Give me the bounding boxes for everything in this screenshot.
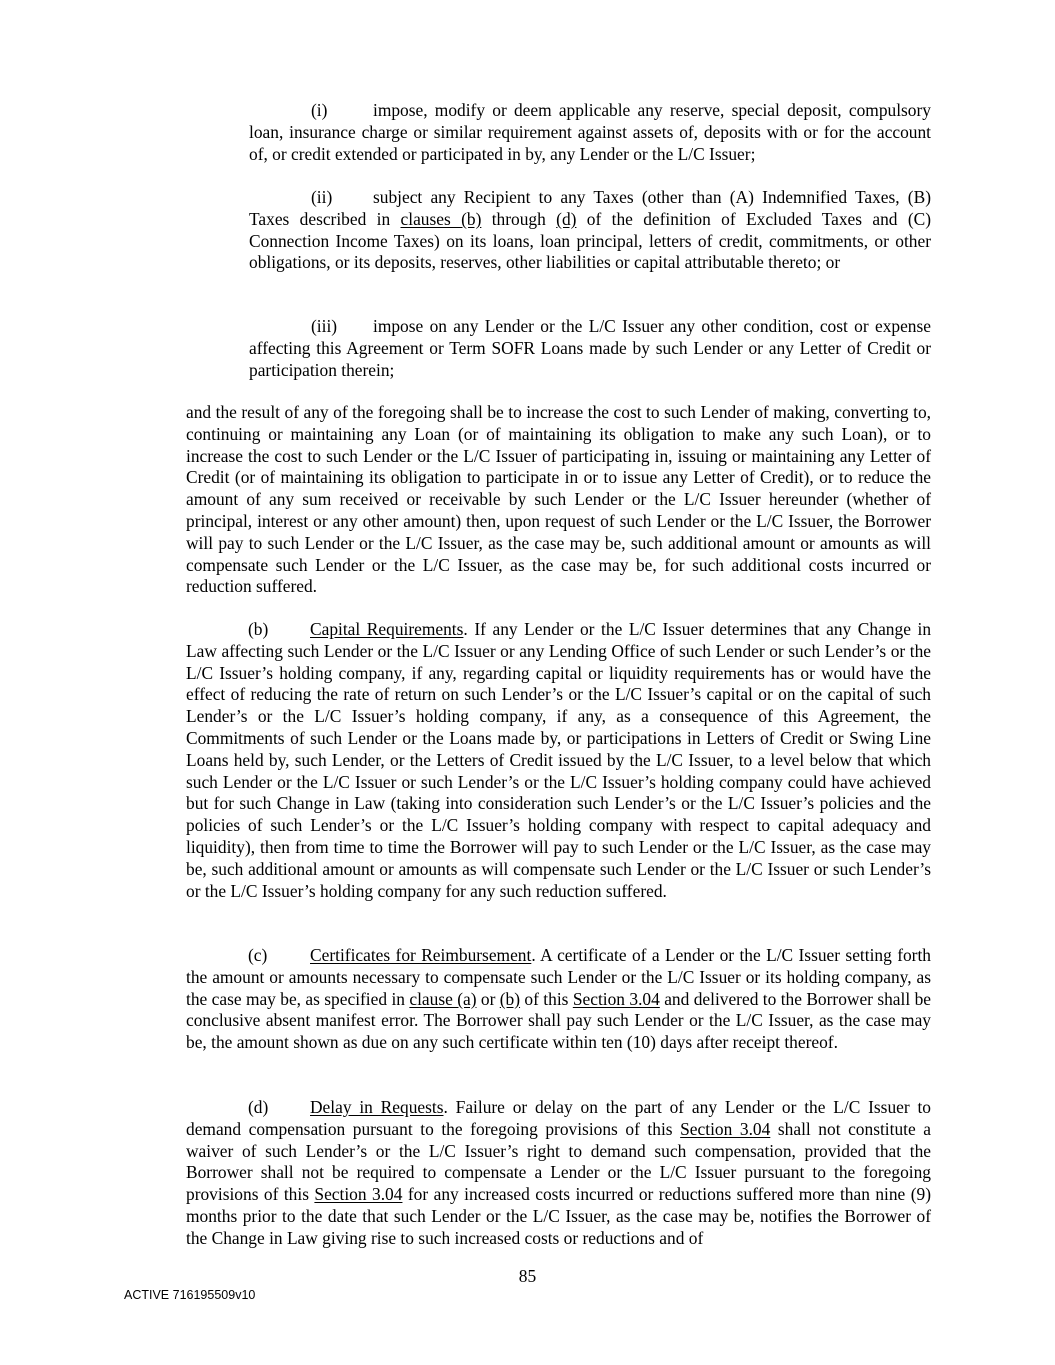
clause-text: of the definition of Excluded Taxes and (C) Connection Income Taxes) on its loans, loan principal, letters of credit, commitments, or other obligations, or its deposits, reserves, other liabilities or capital attributable thereto; or: [249, 208, 931, 273]
paragraph-text: or: [476, 988, 500, 1009]
clause-marker: (i): [311, 100, 328, 120]
clause-marker: (ii): [311, 187, 333, 207]
section-marker: (c): [248, 945, 268, 965]
clause-text: impose, modify or deem applicable any reserve, special deposit, compulsory loan, insurance charge or similar requirement against assets of, deposits with or for the account of, or credit extended or participated in by, any Lender or the L/C Issuer;: [249, 100, 931, 164]
cross-reference: Section 3.04: [572, 988, 660, 1009]
section-b: [186, 619, 931, 902]
section-c: [186, 945, 931, 1054]
clause-iii: [249, 316, 931, 381]
paragraph-text: . Failure or delay on the part of any Lender or the L/C Issuer to demand compensation pursuant to the foregoing provisions of this: [186, 1097, 931, 1139]
document-id-footer: ACTIVE 716195509v10: [124, 1288, 256, 1302]
page-number: 85: [518, 1266, 537, 1286]
clause-text: through: [481, 208, 557, 229]
clause-ii: [249, 187, 931, 274]
paragraph-text: and delivered to the Borrower shall be conclusive absent manifest error. The Borrower shall pay such Lender or the L/C Issuer, as the case may be, the amount shown as due on any such certificate within ten (10) days after receipt thereof.: [186, 988, 931, 1053]
clause-marker: (iii): [311, 316, 338, 336]
section-marker: (b): [248, 619, 269, 639]
section-marker: (d): [248, 1097, 269, 1117]
clause-i: [249, 100, 931, 165]
cross-reference: (b): [499, 988, 521, 1009]
paragraph-text: of this: [520, 988, 573, 1009]
paragraph-text: . If any Lender or the L/C Issuer determines that any Change in Law affecting such Lender or the L/C Issuer or any Lending Office of such Lender or such Lender’s or the L/C Issuer’s holding company, if any, regarding capital or liquidity requirements has or would have the effect of reducing the rate of return on such Lender’s or the L/C Issuer’s capital or on the capital of such Lender’s or the L/C Issuer’s holding company, if any, as a consequence of this Agreement, the Commitments of such Lender or the Loans made by, or participations in Letters of Credit or Swing Line Loans held by, such Lender, or the Letters of Credit issued by the L/C Issuer, to a level below that which such Lender or the L/C Issuer or such Lender’s or the L/C Issuer’s holding company could have achieved but for such Change in Law (taking into consideration such Lender’s or the L/C Issuer’s policies and the policies of such Lender’s or the L/C Issuer’s holding company with respect to capital adequacy and liquidity), then from time to time the Borrower will pay to such Lender or the L/C Issuer, as the case may be, such additional amount or amounts as will compensate such Lender or the L/C Issuer or such Lender’s or the L/C Issuer’s holding company for any such reduction suffered.: [186, 619, 932, 901]
paragraph-text: and the result of any of the foregoing shall be to increase the cost to such Lender of making, converting to, continuing or maintaining any Loan (or of maintaining its obligation to make any such Loan), or to increase the cost to such Lender or the L/C Issuer of participating in, issuing or maintaining any Letter of Credit (or of maintaining its obligation to participate in or to issue any Letter of Credit), or to reduce the amount of any sum received or receivable by such Lender or the L/C Issuer hereunder (whether of principal, interest or any other amount) then, upon request of such Lender or the L/C Issuer, the Borrower will pay to such Lender or the L/C Issuer, as the case may be, such additional amount or amounts as will compensate such Lender or the L/C Issuer, as the case may be, for such additional costs incurred or reduction suffered.: [186, 402, 931, 597]
clause-text: impose on any Lender or the L/C Issuer any other condition, cost or expense affecting this Agreement or Term SOFR Loans made by such Lender or any Letter of Credit or participation therein;: [249, 316, 931, 380]
cross-reference: clause (a): [409, 988, 477, 1009]
cross-reference: clauses (b): [400, 208, 482, 229]
cross-reference: Section 3.04: [680, 1118, 771, 1139]
cross-reference: (d): [556, 208, 577, 229]
paragraph-text: . A certificate of a Lender or the L/C Issuer setting forth the amount or amounts necessary to compensate such Lender or the L/C Issuer or its holding company, as the case may be, as specified in: [186, 945, 931, 1009]
section-heading: Delay in Requests: [310, 1097, 444, 1117]
paragraph-text: for any increased costs incurred or reductions suffered more than nine (9) months prior to the date that such Lender or the L/C Issuer, as the case may be, notifies the Borrower of the Change in Law giving rise to such increased costs or reductions and of: [186, 1184, 931, 1248]
result-paragraph: [186, 402, 931, 598]
paragraph-text: shall not constitute a waiver of such Lender’s or the L/C Issuer’s right to demand such compensation, provided that the Borrower shall not be required to compensate a Lender or the L/C Issuer pursuant to the foregoing provisions of this: [186, 1118, 932, 1205]
section-heading: Certificates for Reimbursement: [310, 945, 532, 965]
cross-reference: Section 3.04: [314, 1184, 403, 1205]
section-heading: Capital Requirements: [310, 619, 464, 639]
clause-text: subject any Recipient to any Taxes (other than (A) Indemnified Taxes, (B) Taxes described in: [249, 187, 931, 229]
section-d: [186, 1097, 931, 1250]
